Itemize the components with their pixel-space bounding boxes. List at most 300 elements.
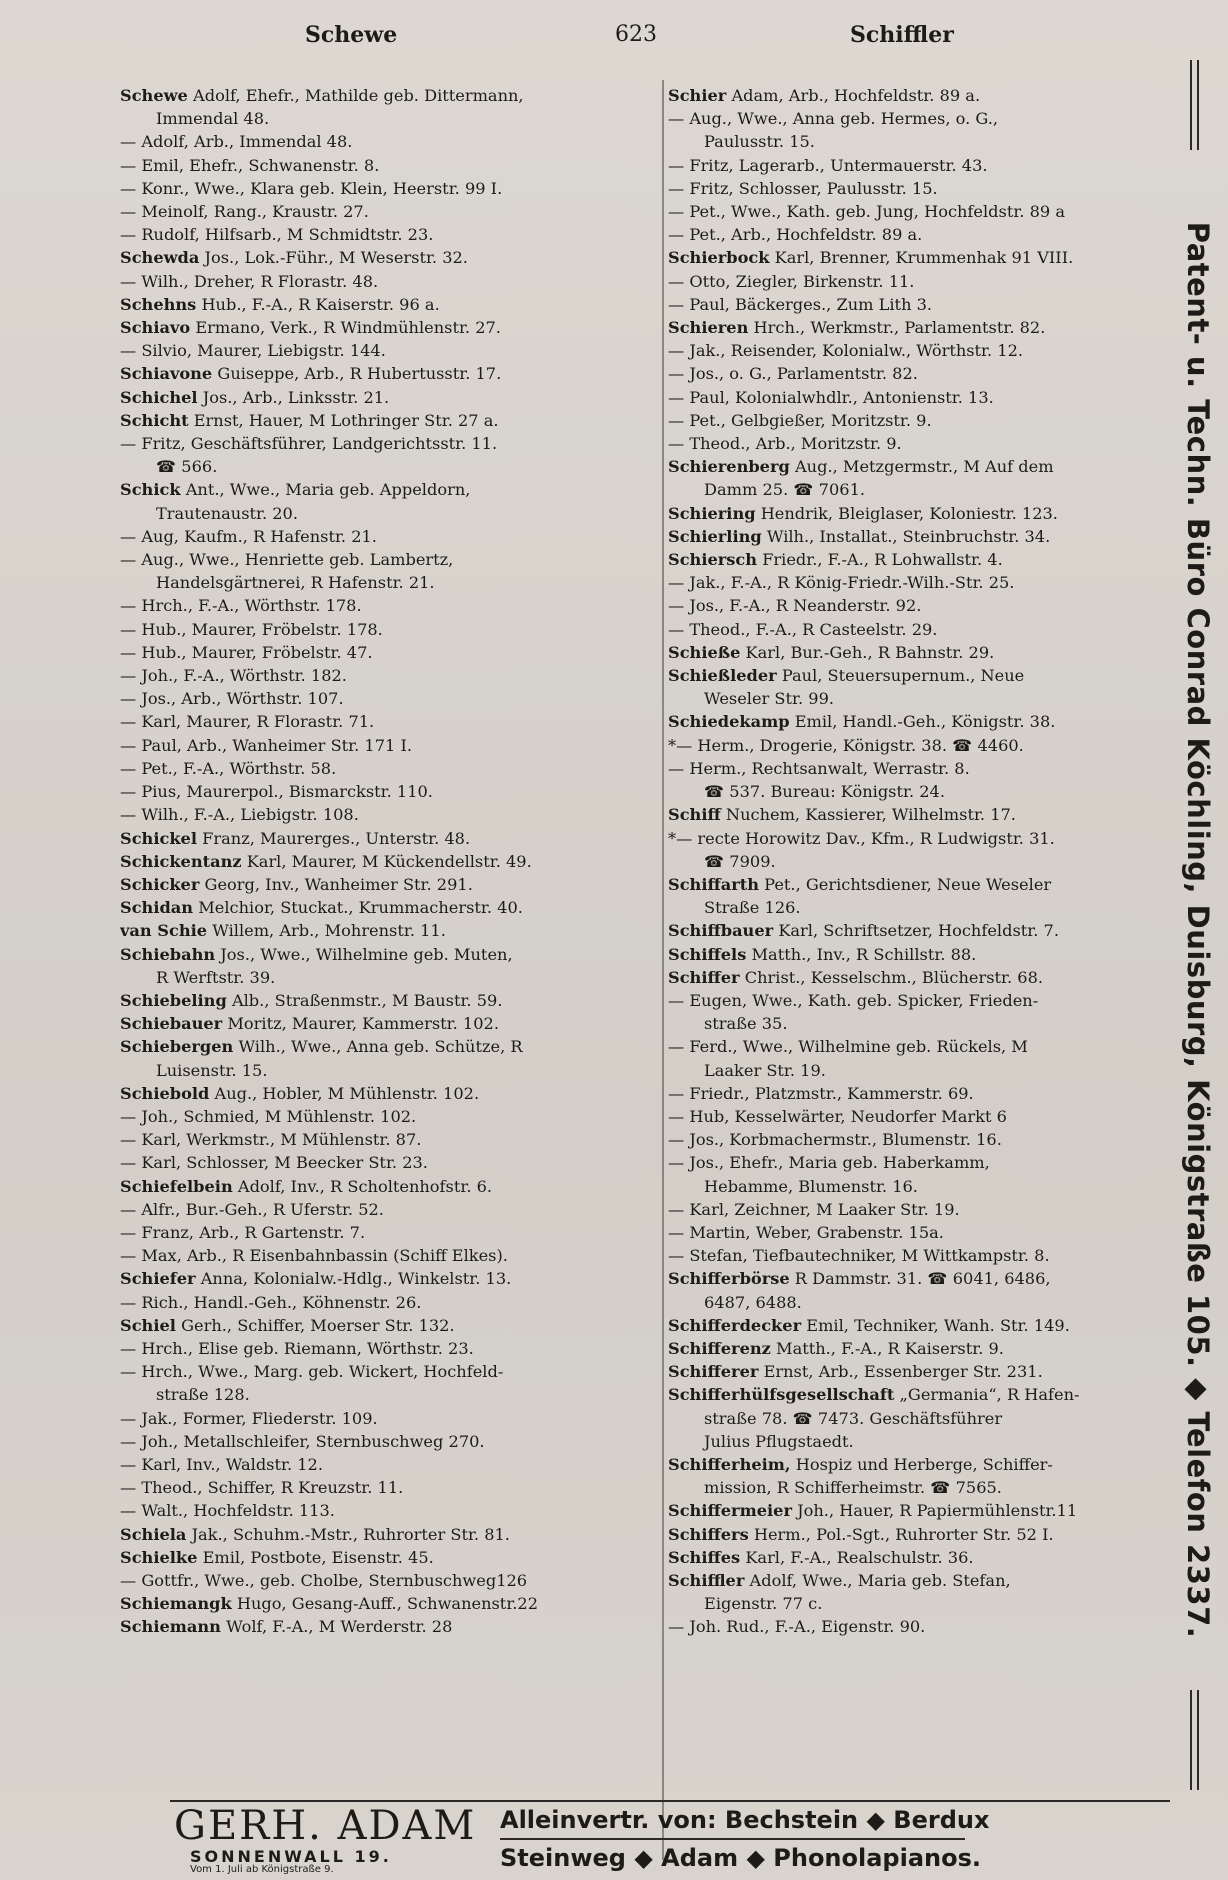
- entry-details: — Hrch., Wwe., Marg. geb. Wickert, Hochfeld-: [120, 1362, 504, 1382]
- entry-details: — Jos., Korbmachermstr., Blumenstr. 16.: [668, 1130, 1002, 1150]
- entry-details: — Jos., Ehefr., Maria geb. Haberkamm,: [668, 1153, 990, 1173]
- directory-entry: [668, 1476, 1168, 1499]
- directory-entry: [120, 1314, 660, 1337]
- directory-entry: [668, 919, 1168, 942]
- entry-details: Jos., Wwe., Wilhelmine geb. Muten,: [220, 944, 513, 964]
- entry-details: Wilh., Wwe., Anna geb. Schütze, R: [238, 1037, 523, 1057]
- directory-entry: [668, 386, 1168, 409]
- entry-details: — Karl, Zeichner, M Laaker Str. 19.: [668, 1199, 960, 1219]
- directory-entry: [668, 246, 1168, 269]
- entry-details: — Paul, Arb., Wanheimer Str. 171 I.: [120, 735, 412, 755]
- entry-details: — Karl, Inv., Waldstr. 12.: [120, 1454, 323, 1474]
- entry-details: Hub., F.-A., R Kaiserstr. 96 a.: [201, 294, 440, 314]
- entry-details: — Wilh., F.-A., Liebigstr. 108.: [120, 805, 359, 825]
- directory-entry: [120, 687, 660, 710]
- entry-surname: Schifferenz: [668, 1338, 771, 1358]
- directory-entry: [120, 873, 660, 896]
- directory-entry: [668, 339, 1168, 362]
- directory-entry: [668, 943, 1168, 966]
- entry-surname: Schichel: [120, 387, 198, 407]
- directory-entry: [120, 1082, 660, 1105]
- directory-entry: [668, 1082, 1168, 1105]
- directory-entry: [668, 1267, 1168, 1290]
- entry-surname: Schiffbauer: [668, 921, 774, 941]
- directory-entry: [668, 687, 1168, 710]
- entry-details: — Rich., Handl.-Geh., Köhnenstr. 26.: [120, 1292, 422, 1312]
- directory-entry: [120, 757, 660, 780]
- directory-entry: [120, 1012, 660, 1035]
- directory-entry: [120, 293, 660, 316]
- ad-mid-rule: [500, 1838, 965, 1840]
- directory-entry: [668, 1059, 1168, 1082]
- entry-surname: Schicker: [120, 874, 200, 894]
- entry-surname: Schiebauer: [120, 1014, 223, 1034]
- directory-entry: [120, 1035, 660, 1058]
- entry-details: — Jak., Former, Fliederstr. 109.: [120, 1408, 378, 1428]
- directory-entry: [120, 919, 660, 942]
- bottom-advertisement: [170, 1800, 1170, 1876]
- directory-entry: [668, 1430, 1168, 1453]
- entry-details: — Jak., F.-A., R König-Friedr.-Wilh.-Str. 25.: [668, 573, 1015, 593]
- directory-entry: [668, 780, 1168, 803]
- entry-details: Hrch., Werkmstr., Parlamentstr. 82.: [753, 318, 1046, 338]
- directory-entry: [120, 734, 660, 757]
- directory-entry: [120, 1244, 660, 1267]
- directory-entry: [668, 1291, 1168, 1314]
- directory-entry: [668, 478, 1168, 501]
- directory-entry: [668, 1175, 1168, 1198]
- directory-entry: [668, 316, 1168, 339]
- ad-company-name: GERH. ADAM: [174, 1803, 477, 1849]
- directory-entry: [668, 594, 1168, 617]
- entry-details: Alb., Straßenmstr., M Baustr. 59.: [231, 990, 503, 1010]
- directory-entry: [668, 362, 1168, 385]
- entry-details: Karl, Maurer, M Kückendellstr. 49.: [246, 851, 532, 871]
- entry-surname: Schiel: [120, 1315, 176, 1335]
- directory-entry: [120, 525, 660, 548]
- entry-details: Matth., F.-A., R Kaiserstr. 9.: [776, 1338, 1004, 1358]
- entry-surname: Schiff: [668, 805, 721, 825]
- directory-entry: [120, 710, 660, 733]
- entry-details: Anna, Kolonialw.-Hdlg., Winkelstr. 13.: [200, 1269, 512, 1289]
- entry-details: Hendrik, Bleiglaser, Koloniestr. 123.: [760, 503, 1058, 523]
- directory-entry: [120, 943, 660, 966]
- directory-entry: [668, 1012, 1168, 1035]
- entry-details: — Ferd., Wwe., Wilhelmine geb. Rückels, M: [668, 1037, 1028, 1057]
- entry-details: 6487, 6488.: [704, 1292, 802, 1312]
- entry-details: ☎ 7909.: [704, 851, 776, 871]
- directory-entry: [120, 1151, 660, 1174]
- directory-entry: [120, 1476, 660, 1499]
- entry-details: Karl, Brenner, Krummenhak 91 VIII.: [774, 248, 1074, 268]
- entry-details: — Adolf, Arb., Immendal 48.: [120, 132, 353, 152]
- entry-surname: Schiebold: [120, 1083, 210, 1103]
- entry-details: — Wilh., Dreher, R Florastr. 48.: [120, 271, 379, 291]
- entry-surname: Schiffes: [668, 1547, 741, 1567]
- directory-entry: [120, 1407, 660, 1430]
- entry-details: ☎ 537. Bureau: Königstr. 24.: [704, 782, 945, 802]
- directory-entry: [668, 757, 1168, 780]
- entry-details: — Herm., Rechtsanwalt, Werrastr. 8.: [668, 758, 970, 778]
- directory-entry: [120, 316, 660, 339]
- entry-details: Trautenaustr. 20.: [156, 503, 299, 523]
- entry-surname: Schiemann: [120, 1617, 221, 1637]
- directory-entry: [668, 455, 1168, 478]
- directory-entry: [120, 1267, 660, 1290]
- entry-surname: Schifferbörse: [668, 1269, 790, 1289]
- directory-entry: [120, 989, 660, 1012]
- entry-details: — Theod., Arb., Moritzstr. 9.: [668, 434, 902, 454]
- entry-details: Paul, Steuersupernum., Neue: [781, 666, 1025, 686]
- directory-entry: [668, 1035, 1168, 1058]
- directory-entry: [120, 896, 660, 919]
- entry-surname: Schiersch: [668, 550, 758, 570]
- entry-details: straße 78. ☎ 7473. Geschäftsführer: [704, 1408, 1003, 1428]
- directory-entry: [120, 1383, 660, 1406]
- directory-entry: [120, 409, 660, 432]
- directory-entry: [668, 1337, 1168, 1360]
- left-column: [120, 84, 660, 1864]
- entry-details: — Jos., o. G., Parlamentstr. 82.: [668, 364, 918, 384]
- entry-surname: Schiavo: [120, 318, 191, 338]
- directory-entry: [120, 362, 660, 385]
- entry-details: Adolf, Ehefr., Mathilde geb. Dittermann,: [193, 86, 524, 105]
- directory-entry: [668, 154, 1168, 177]
- directory-entry: [120, 1453, 660, 1476]
- directory-entry: [120, 1430, 660, 1453]
- directory-entry: [120, 223, 660, 246]
- entry-surname: Schierbock: [668, 248, 770, 268]
- directory-entry: [668, 1151, 1168, 1174]
- directory-entry: [120, 1291, 660, 1314]
- entry-surname: Schiedekamp: [668, 712, 790, 732]
- page-number: 623: [615, 22, 657, 47]
- directory-entry: [120, 1360, 660, 1383]
- entry-surname: Schiela: [120, 1524, 187, 1544]
- entry-surname: Schickel: [120, 828, 197, 848]
- directory-entry: [668, 548, 1168, 571]
- directory-entry: [120, 1499, 660, 1522]
- entry-surname: Schieße: [668, 642, 741, 662]
- entry-details: — Theod., F.-A., R Casteelstr. 29.: [668, 619, 938, 639]
- entry-details: Ermano, Verk., R Windmühlenstr. 27.: [195, 318, 501, 338]
- directory-entry: [668, 1499, 1168, 1522]
- entry-details: Karl, F.-A., Realschulstr. 36.: [745, 1547, 974, 1567]
- entry-surname: van Schie: [120, 921, 208, 941]
- directory-entry: [120, 1569, 660, 1592]
- entry-details: — Hub., Maurer, Fröbelstr. 178.: [120, 619, 383, 639]
- entry-details: Adolf, Inv., R Scholtenhofstr. 6.: [237, 1176, 493, 1196]
- entry-details: — Pet., Gelbgießer, Moritzstr. 9.: [668, 410, 932, 430]
- directory-entry: [668, 1198, 1168, 1221]
- entry-details: *— Herm., Drogerie, Königstr. 38. ☎ 4460.: [668, 735, 1024, 755]
- entry-details: — Pet., Wwe., Kath. geb. Jung, Hochfeldstr. 89 a: [668, 202, 1066, 222]
- directory-entry: [668, 803, 1168, 826]
- directory-entry: [120, 780, 660, 803]
- entry-details: Adam, Arb., Hochfeldstr. 89 a.: [731, 86, 981, 105]
- entry-details: mission, R Schifferheimstr. ☎ 7565.: [704, 1478, 1002, 1498]
- directory-entry: [120, 803, 660, 826]
- entry-details: — Joh., Metallschleifer, Sternbuschweg 270.: [120, 1431, 485, 1451]
- directory-entry: [668, 1546, 1168, 1569]
- entry-details: Laaker Str. 19.: [704, 1060, 826, 1080]
- entry-details: ☎ 566.: [156, 457, 218, 477]
- entry-details: Georg, Inv., Wanheimer Str. 291.: [204, 874, 473, 894]
- entry-details: — Joh., F.-A., Wörthstr. 182.: [120, 666, 347, 686]
- entry-details: — Alfr., Bur.-Geh., R Uferstr. 52.: [120, 1199, 384, 1219]
- entry-details: Karl, Bur.-Geh., R Bahnstr. 29.: [745, 642, 995, 662]
- entry-surname: Schewe: [120, 86, 188, 105]
- directory-entry: [668, 130, 1168, 153]
- entry-details: Adolf, Wwe., Maria geb. Stefan,: [749, 1571, 1011, 1590]
- header-left-keyword: Schewe: [305, 22, 398, 48]
- entry-details: Eigenstr. 77 c.: [704, 1594, 823, 1614]
- entry-details: — Silvio, Maurer, Liebigstr. 144.: [120, 341, 386, 361]
- directory-entry: [668, 1360, 1168, 1383]
- entry-details: straße 128.: [156, 1385, 250, 1405]
- entry-details: — Aug, Kaufm., R Hafenstr. 21.: [120, 526, 377, 546]
- ad-moved-note: Vom 1. Juli ab Königstraße 9.: [190, 1864, 334, 1875]
- entry-details: — Aug., Wwe., Henriette geb. Lambertz,: [120, 550, 454, 570]
- entry-surname: Schiebergen: [120, 1037, 234, 1057]
- entry-details: — Max, Arb., R Eisenbahnbassin (Schiff Elkes).: [120, 1246, 508, 1266]
- directory-entry: [668, 200, 1168, 223]
- entry-details: Ernst, Hauer, M Lothringer Str. 27 a.: [193, 410, 499, 430]
- entry-details: — Walt., Hochfeldstr. 113.: [120, 1501, 335, 1521]
- side-advertisement: [1170, 60, 1222, 1790]
- entry-details: Guiseppe, Arb., R Hubertusstr. 17.: [217, 364, 502, 384]
- entry-details: Handelsgärtnerei, R Hafenstr. 21.: [156, 573, 435, 593]
- entry-details: — Hub, Kesselwärter, Neudorfer Markt 6: [668, 1106, 1007, 1126]
- directory-entry: [120, 1175, 660, 1198]
- directory-entry: [668, 1128, 1168, 1151]
- directory-entry: [668, 1569, 1168, 1592]
- entry-details: — Hub., Maurer, Fröbelstr. 47.: [120, 642, 373, 662]
- entry-surname: Schier: [668, 86, 727, 105]
- entry-surname: Schiffermeier: [668, 1501, 792, 1521]
- directory-entry: [120, 1198, 660, 1221]
- entry-surname: Schieren: [668, 318, 749, 338]
- entry-details: Hugo, Gesang-Auff., Schwanenstr.22: [236, 1594, 539, 1614]
- column-divider: [662, 80, 664, 1860]
- directory-entry: [668, 734, 1168, 757]
- entry-details: straße 35.: [704, 1014, 788, 1034]
- entry-surname: Schielke: [120, 1547, 198, 1567]
- directory-entry: [120, 641, 660, 664]
- entry-surname: Schierling: [668, 526, 762, 546]
- entry-surname: Schiefelbein: [120, 1176, 233, 1196]
- entry-surname: Schiffler: [668, 1571, 745, 1590]
- entry-details: Emil, Postbote, Eisenstr. 45.: [202, 1547, 434, 1567]
- directory-entry: [120, 571, 660, 594]
- directory-entry: [120, 177, 660, 200]
- entry-details: *— recte Horowitz Dav., Kfm., R Ludwigstr. 31.: [668, 828, 1055, 848]
- entry-details: Pet., Gerichtsdiener, Neue Weseler: [764, 874, 1052, 894]
- ad-address: SONNENWALL 19.: [190, 1847, 392, 1866]
- entry-surname: Schiffarth: [668, 874, 760, 894]
- entry-surname: Schiefer: [120, 1269, 196, 1289]
- directory-entry: [668, 270, 1168, 293]
- entry-details: Herm., Pol.-Sgt., Ruhrorter Str. 52 I.: [753, 1524, 1054, 1544]
- entry-details: — Karl, Werkmstr., M Mühlenstr. 87.: [120, 1130, 422, 1150]
- directory-entry: [120, 154, 660, 177]
- entry-details: — Aug., Wwe., Anna geb. Hermes, o. G.,: [668, 109, 999, 129]
- entry-surname: Schifferheim,: [668, 1454, 791, 1474]
- entry-details: — Hrch., F.-A., Wörthstr. 178.: [120, 596, 362, 616]
- side-ad-text: Patent- u. Techn. Büro Conrad Köchling, Duisburg, Königstraße 105. ◆ Telefon 2337.: [1181, 221, 1215, 1639]
- directory-entry: [120, 850, 660, 873]
- directory-entry: [120, 270, 660, 293]
- entry-details: Gerh., Schiffer, Moerser Str. 132.: [181, 1315, 455, 1335]
- entry-details: — Karl, Maurer, R Florastr. 71.: [120, 712, 375, 732]
- entry-details: Jak., Schuhm.-Mstr., Ruhrorter Str. 81.: [191, 1524, 510, 1544]
- directory-entry: [120, 107, 660, 130]
- directory-entry: [120, 200, 660, 223]
- directory-entry: [120, 1059, 660, 1082]
- entry-surname: Schifferdecker: [668, 1315, 802, 1335]
- directory-entry: [668, 107, 1168, 130]
- entry-details: Damm 25. ☎ 7061.: [704, 480, 866, 500]
- directory-entry: [120, 1615, 660, 1638]
- directory-entry: [120, 130, 660, 153]
- directory-entry: [668, 571, 1168, 594]
- directory-entry: [668, 618, 1168, 641]
- directory-entry: [120, 1592, 660, 1615]
- entry-surname: Schiffels: [668, 944, 747, 964]
- directory-entry: [668, 1105, 1168, 1128]
- entry-details: — Pet., Arb., Hochfeldstr. 89 a.: [668, 225, 923, 245]
- entry-details: — Karl, Schlosser, M Beecker Str. 23.: [120, 1153, 428, 1173]
- entry-details: Joh., Hauer, R Papiermühlenstr.11: [797, 1501, 1078, 1521]
- entry-surname: Schiebeling: [120, 990, 227, 1010]
- entry-surname: Schickentanz: [120, 851, 242, 871]
- entry-details: — Paul, Kolonialwhdlr., Antonienstr. 13.: [668, 387, 994, 407]
- directory-entry: [120, 478, 660, 501]
- entry-surname: Schiebahn: [120, 944, 216, 964]
- directory-entry: [668, 1523, 1168, 1546]
- directory-entry: [120, 1105, 660, 1128]
- directory-entry: [120, 386, 660, 409]
- entry-details: Melchior, Stuckat., Krummacherstr. 40.: [198, 898, 523, 918]
- directory-entry: [668, 641, 1168, 664]
- directory-entry: [668, 664, 1168, 687]
- entry-details: — Joh., Schmied, M Mühlenstr. 102.: [120, 1106, 417, 1126]
- entry-details: Immendal 48.: [156, 109, 270, 129]
- entry-details: — Franz, Arb., R Gartenstr. 7.: [120, 1222, 366, 1242]
- entry-details: Julius Pflugstaedt.: [704, 1431, 854, 1451]
- side-rule-bottom: [1190, 1690, 1192, 1790]
- entry-surname: Schiavone: [120, 364, 213, 384]
- directory-entry: [668, 850, 1168, 873]
- entry-details: — Eugen, Wwe., Kath. geb. Spicker, Frieden-: [668, 990, 1039, 1010]
- entry-details: Straße 126.: [704, 898, 801, 918]
- entry-surname: Schiffers: [668, 1524, 749, 1544]
- side-rule-bottom-2: [1197, 1690, 1199, 1790]
- directory-entry: [120, 966, 660, 989]
- entry-details: — Pet., F.-A., Wörthstr. 58.: [120, 758, 337, 778]
- entry-details: „Germania“, R Hafen-: [899, 1385, 1080, 1405]
- entry-details: — Theod., Schiffer, R Kreuzstr. 11.: [120, 1478, 404, 1498]
- directory-entry: [668, 1314, 1168, 1337]
- entry-details: Matth., Inv., R Schillstr. 88.: [751, 944, 977, 964]
- directory-entry: [668, 1592, 1168, 1615]
- entry-details: Hebamme, Blumenstr. 16.: [704, 1176, 918, 1196]
- entry-details: Jos., Arb., Linksstr. 21.: [202, 387, 390, 407]
- entry-surname: Schicht: [120, 410, 189, 430]
- entry-details: — Jos., Arb., Wörthstr. 107.: [120, 689, 344, 709]
- directory-entry: [120, 1337, 660, 1360]
- entry-details: Franz, Maurerges., Unterstr. 48.: [202, 828, 471, 848]
- entry-details: Emil, Techniker, Wanh. Str. 149.: [806, 1315, 1070, 1335]
- ad-line-1: Alleinvertr. von: Bechstein ◆ Berdux: [500, 1806, 990, 1834]
- entry-surname: Schiering: [668, 503, 756, 523]
- directory-entry: [668, 1244, 1168, 1267]
- entry-surname: Schießleder: [668, 666, 777, 686]
- entry-details: Paulusstr. 15.: [704, 132, 815, 152]
- entry-details: Luisenstr. 15.: [156, 1060, 268, 1080]
- directory-entry: [668, 1221, 1168, 1244]
- directory-entry: [120, 339, 660, 362]
- entry-surname: Schidan: [120, 898, 194, 918]
- entry-details: Aug., Metzgermstr., M Auf dem: [794, 457, 1054, 477]
- entry-surname: Schick: [120, 480, 181, 500]
- directory-entry: [120, 664, 660, 687]
- entry-details: R Dammstr. 31. ☎ 6041, 6486,: [794, 1269, 1051, 1289]
- entry-details: — Fritz, Geschäftsführer, Landgerichtsstr. 11.: [120, 434, 498, 454]
- directory-entry: [120, 548, 660, 571]
- entry-details: — Gottfr., Wwe., geb. Cholbe, Sternbuschweg126: [120, 1571, 528, 1590]
- entry-details: — Stefan, Tiefbautechniker, M Wittkampstr. 8.: [668, 1246, 1050, 1266]
- entry-surname: Schierenberg: [668, 457, 790, 477]
- directory-entry: [668, 525, 1168, 548]
- entry-details: — Rudolf, Hilfsarb., M Schmidtstr. 23.: [120, 225, 434, 245]
- entry-details: Friedr., F.-A., R Lohwallstr. 4.: [762, 550, 1003, 570]
- entry-details: — Otto, Ziegler, Birkenstr. 11.: [668, 271, 915, 291]
- directory-entry: [120, 432, 660, 455]
- entry-details: Jos., Lok.-Führ., M Weserstr. 32.: [204, 248, 468, 268]
- entry-details: R Werftstr. 39.: [156, 967, 276, 987]
- directory-entry: [120, 1221, 660, 1244]
- entry-details: — Fritz, Schlosser, Paulusstr. 15.: [668, 178, 938, 198]
- entry-surname: Schifferer: [668, 1362, 759, 1382]
- directory-entry: [668, 409, 1168, 432]
- directory-entry: [668, 896, 1168, 919]
- entry-details: — Hrch., Elise geb. Riemann, Wörthstr. 23.: [120, 1338, 474, 1358]
- entry-details: Aug., Hobler, M Mühlenstr. 102.: [214, 1083, 480, 1103]
- directory-entry: [668, 502, 1168, 525]
- entry-details: — Joh. Rud., F.-A., Eigenstr. 90.: [668, 1617, 926, 1637]
- entry-details: Willem, Arb., Mohrenstr. 11.: [212, 921, 446, 941]
- entry-details: — Meinolf, Rang., Kraustr. 27.: [120, 202, 369, 222]
- entry-details: — Pius, Maurerpol., Bismarckstr. 110.: [120, 782, 433, 802]
- entry-details: Weseler Str. 99.: [704, 689, 835, 709]
- directory-entry: [668, 177, 1168, 200]
- directory-entry: [120, 594, 660, 617]
- entry-surname: Schifferhülfsgesellschaft: [668, 1385, 895, 1405]
- right-column: [668, 84, 1168, 1864]
- entry-details: Emil, Handl.-Geh., Königstr. 38.: [794, 712, 1056, 732]
- directory-entry: [120, 84, 660, 107]
- directory-entry: [120, 1523, 660, 1546]
- entry-details: — Jak., Reisender, Kolonialw., Wörthstr. 12.: [668, 341, 1024, 361]
- directory-entry: [668, 710, 1168, 733]
- directory-entry: [120, 455, 660, 478]
- entry-details: — Martin, Weber, Grabenstr. 15a.: [668, 1222, 944, 1242]
- page-header: [110, 22, 1140, 62]
- entry-details: Karl, Schriftsetzer, Hochfeldstr. 7.: [778, 921, 1059, 941]
- directory-entry: [120, 1128, 660, 1151]
- ad-top-rule: [170, 1800, 1170, 1802]
